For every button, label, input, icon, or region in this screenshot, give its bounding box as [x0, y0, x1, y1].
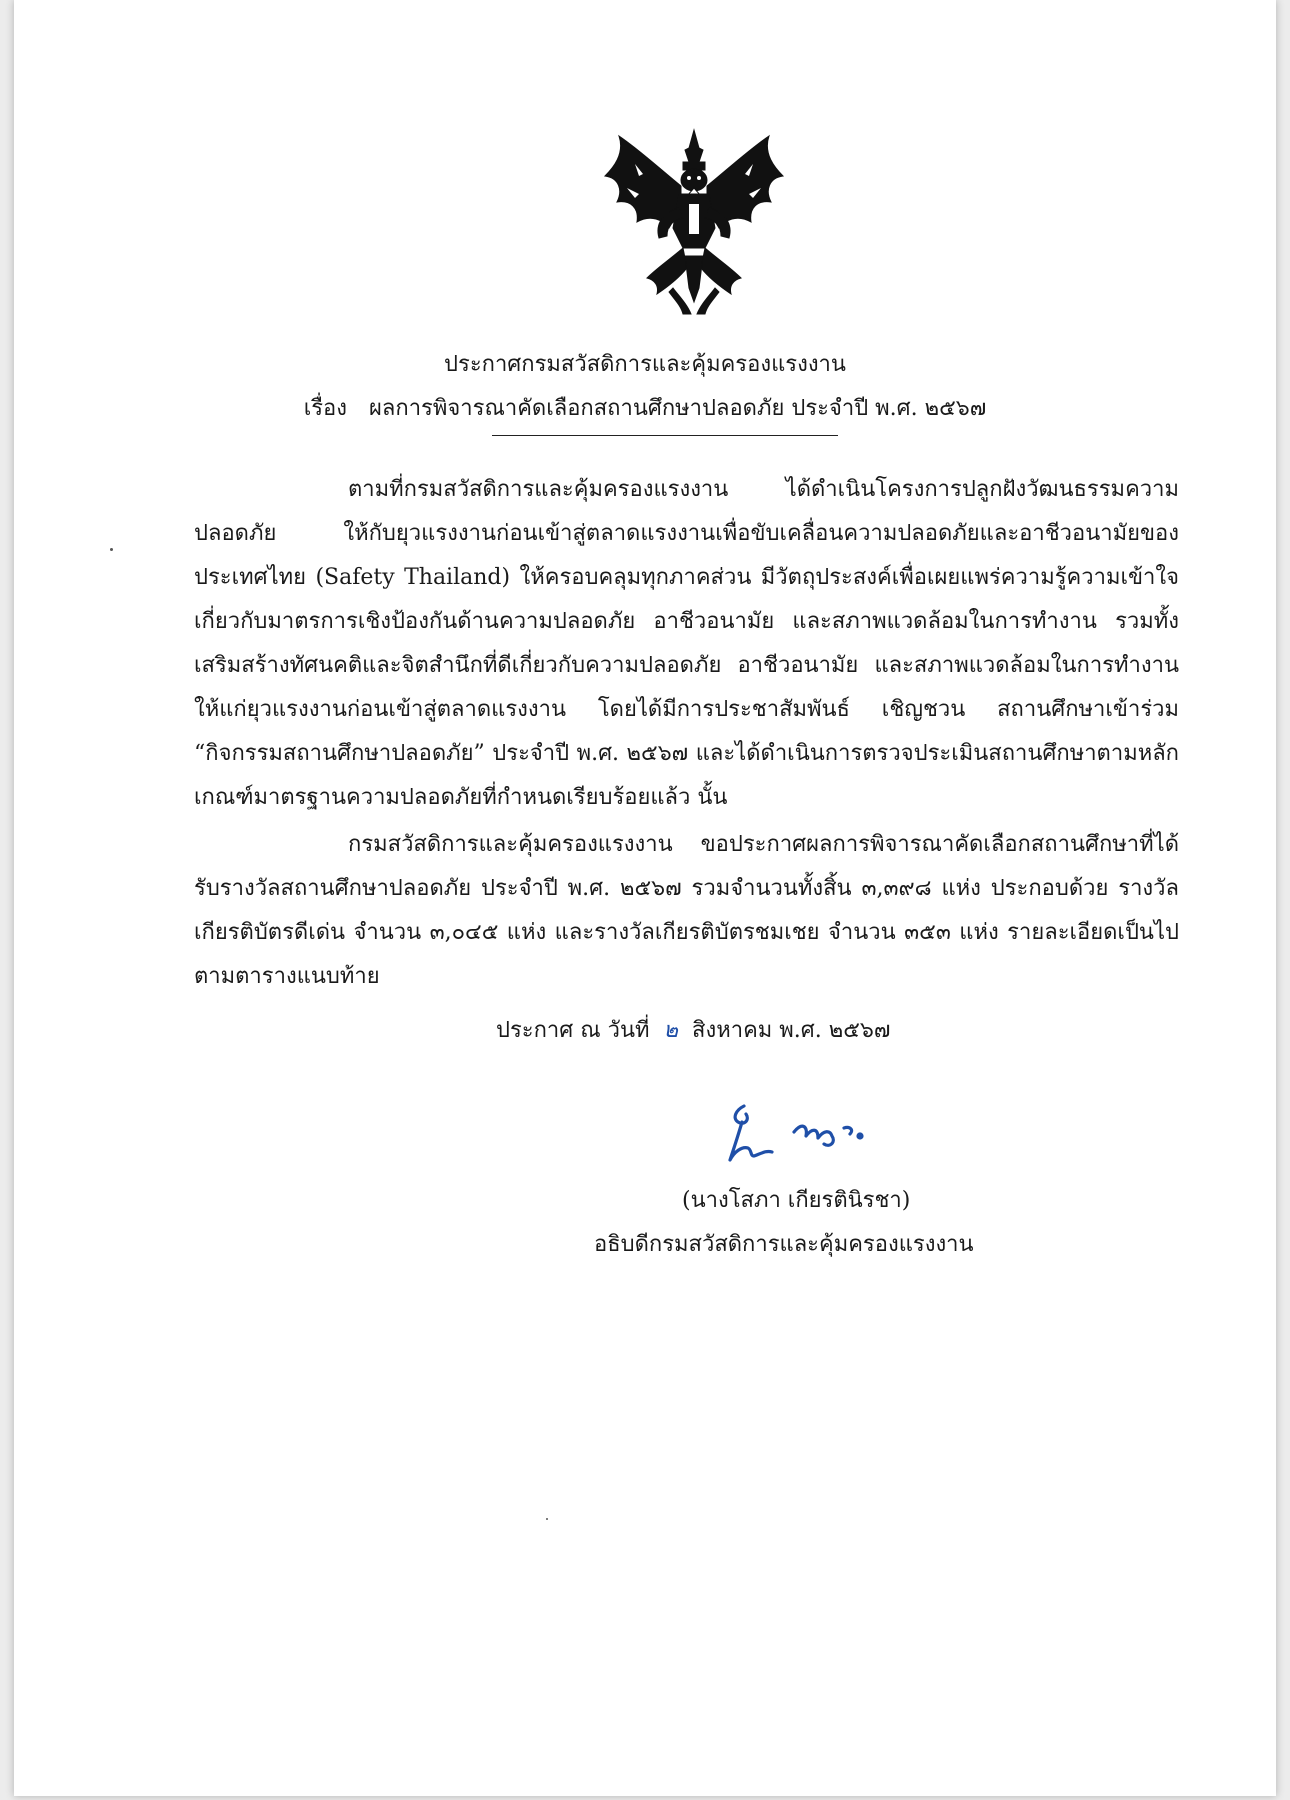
announcement-subject: ผลการพิจารณาคัดเลือกสถานศึกษาปลอดภัย ประจำปี พ.ศ. ๒๕๖๗ [369, 396, 987, 421]
title-divider [492, 435, 838, 436]
scan-speck [110, 548, 113, 551]
subject-label: เรื่อง [303, 396, 348, 421]
date-day: ๒ [663, 1018, 679, 1043]
signer-position: อธิบดีกรมสวัสดิการและคุ้มครองแรงงาน [594, 1232, 974, 1257]
handwritten-signature [714, 1092, 884, 1172]
garuda-emblem-icon [599, 128, 789, 316]
announcement-date [496, 1012, 890, 1047]
scan-speck [546, 1518, 548, 1520]
body-paragraph-1: ตามที่กรมสวัสดิการและคุ้มครองแรงงาน ได้ดำเนินโครงการปลูกฝังวัฒนธรรมความปลอดภัย ให้กับยุวแรงงานก่อนเข้าสู่ตลาดแรงงานเพื่อขับเคลื่อนความปลอดภัยและอาชีวอนามัยของประเทศไทย (Safety Thailand) ให้ครอบคลุมทุกภาคส่วน มีวัตถุประสงค์เพื่อเผยแพร่ความรู้ความเข้าใจเกี่ยวกับมาตรการเชิงป้องกันด้านความปลอดภัย อาชีวอนามัย และสภาพแวดล้อมในการทำงาน รวมทั้งเสริมสร้างทัศนคติและจิตสำนึกที่ดีเกี่ยวกับความปลอดภัย อาชีวอนามัย และสภาพแวดล้อมในการทำงาน ให้แก่ยุวแรงงานก่อนเข้าสู่ตลาดแรงงาน โดยได้มีการประชาสัมพันธ์ เชิญชวน สถานศึกษาเข้าร่วม “กิจกรรมสถานศึกษาปลอดภัย” ประจำปี พ.ศ. ๒๕๖๗ และได้ดำเนินการตรวจประเมินสถานศึกษาตามหลักเกณฑ์มาตรฐานความปลอดภัยที่กำหนดเรียบร้อยแล้ว นั้น [194, 477, 1179, 810]
announcement-title: ประกาศกรมสวัสดิการและคุ้มครองแรงงาน [444, 352, 846, 377]
announcement-subject-line [14, 390, 1276, 425]
date-prefix: ประกาศ ณ วันที่ [496, 1018, 650, 1043]
document-page [14, 0, 1276, 1796]
date-suffix: สิงหาคม พ.ศ. ๒๕๖๗ [692, 1018, 891, 1043]
body-paragraph-2: กรมสวัสดิการและคุ้มครองแรงงาน ขอประกาศผลการพิจารณาคัดเลือกสถานศึกษาที่ได้รับรางวัลสถานศึกษาปลอดภัย ประจำปี พ.ศ. ๒๕๖๗ รวมจำนวนทั้งสิ้น ๓,๓๙๘ แห่ง ประกอบด้วย รางวัลเกียรติบัตรดีเด่น จำนวน ๓,๐๔๕ แห่ง และรางวัลเกียรติบัตรชมเชย จำนวน ๓๕๓ แห่ง รายละเอียดเป็นไปตามตารางแนบท้าย [194, 832, 1179, 989]
signer-name: (นางโสภา เกียรตินิรชา) [682, 1188, 911, 1213]
